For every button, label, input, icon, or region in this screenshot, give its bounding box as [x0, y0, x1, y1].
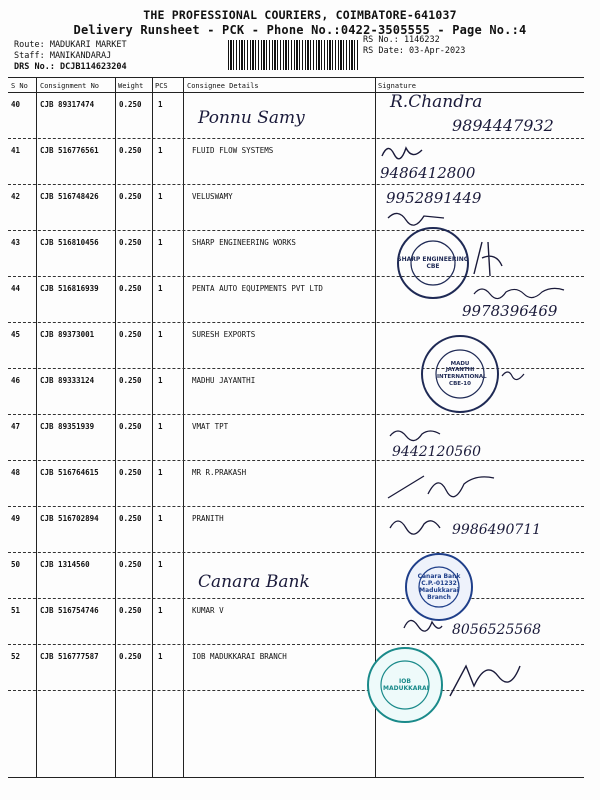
row-sno: 49 — [11, 514, 21, 523]
col-divider — [183, 77, 184, 777]
col-header-consignment: Consignment No — [40, 82, 100, 90]
row-consignment-no: CJB 516748426 — [40, 192, 99, 201]
handwritten-phone: 9952891449 — [386, 189, 482, 207]
col-header-sno: S No — [11, 82, 28, 90]
row-weight: 0.250 — [119, 376, 142, 385]
col-header-pcs: PCS — [155, 82, 168, 90]
row-consignee: MADHU JAYANTHI — [192, 376, 256, 385]
handwritten-phone: 8056525568 — [452, 622, 542, 638]
row-separator — [8, 322, 584, 323]
route-label: Route: MADUKARI MARKET — [14, 40, 127, 50]
row-consignee: KUMAR V — [192, 606, 224, 615]
row-consignment-no: CJB 516764615 — [40, 468, 99, 477]
row-separator — [8, 460, 584, 461]
row-pcs: 1 — [158, 192, 163, 201]
row-weight: 0.250 — [119, 514, 142, 523]
row-weight: 0.250 — [119, 284, 142, 293]
handwritten-signature: R.Chandra — [390, 92, 483, 112]
row-consignment-no: CJB 516816939 — [40, 284, 99, 293]
row-consignee: VELUSWAMY — [192, 192, 233, 201]
row-pcs: 1 — [158, 468, 163, 477]
signature-scribble — [446, 656, 526, 700]
handwritten-phone: 9442120560 — [392, 444, 482, 460]
row-consignment-no: CJB 1314560 — [40, 560, 90, 569]
row-separator — [8, 230, 584, 231]
row-sno: 42 — [11, 192, 21, 201]
row-consignment-no: CJB 89317474 — [40, 100, 95, 109]
col-header-signature: Signature — [378, 82, 416, 90]
row-pcs: 1 — [158, 560, 163, 569]
rs-number: RS No.: 1146232 — [363, 35, 440, 45]
row-consignee: PRANITH — [192, 514, 224, 523]
row-separator — [8, 138, 584, 139]
row-weight: 0.250 — [119, 238, 142, 247]
row-consignee: SHARP ENGINEERING WORKS — [192, 238, 296, 247]
staff-label: Staff: MANIKANDARAJ — [14, 51, 112, 61]
col-header-weight: Weight — [118, 82, 144, 90]
row-consignment-no: CJB 516776561 — [40, 146, 99, 155]
row-weight: 0.250 — [119, 100, 142, 109]
row-pcs: 1 — [158, 652, 163, 661]
row-sno: 45 — [11, 330, 21, 339]
table-bottom-rule — [8, 777, 584, 778]
signature-scribble — [386, 512, 446, 538]
company-title: THE PROFESSIONAL COURIERS, COIMBATORE-641037 — [143, 8, 457, 22]
handwritten-phone: 9486412800 — [380, 164, 476, 182]
row-sno: 44 — [11, 284, 21, 293]
table-header-rule — [8, 92, 584, 93]
row-pcs: 1 — [158, 422, 163, 431]
col-divider — [115, 77, 116, 777]
row-pcs: 1 — [158, 146, 163, 155]
row-pcs: 1 — [158, 330, 163, 339]
row-sno: 48 — [11, 468, 21, 477]
col-header-consignee: Consignee Details — [187, 82, 259, 90]
row-consignee: VMAT TPT — [192, 422, 229, 431]
row-consignee: SURESH EXPORTS — [192, 330, 256, 339]
bank-stamp: Canara Bank C.P.-01232 Madukkarai Branch — [404, 552, 474, 622]
row-sno: 47 — [11, 422, 21, 431]
row-weight: 0.250 — [119, 146, 142, 155]
row-pcs: 1 — [158, 284, 163, 293]
handwritten-consignee: Canara Bank — [198, 572, 310, 592]
row-consignment-no: CJB 516754746 — [40, 606, 99, 615]
company-stamp: MADU JAYANTHI INTERNATIONAL CBE-10 — [420, 334, 500, 414]
runsheet-title: Delivery Runsheet - PCK - Phone No.:0422-3505555 - Page No.:4 — [73, 23, 527, 37]
signature-scribble — [384, 468, 504, 502]
row-sno: 50 — [11, 560, 21, 569]
row-pcs: 1 — [158, 100, 163, 109]
row-consignment-no: CJB 89351939 — [40, 422, 95, 431]
row-weight: 0.250 — [119, 330, 142, 339]
row-consignee: IOB MADUKKARAI BRANCH — [192, 652, 287, 661]
barcode — [228, 40, 360, 70]
handwritten-phone: 9978396469 — [462, 302, 558, 320]
row-consignment-no: CJB 516702894 — [40, 514, 99, 523]
row-pcs: 1 — [158, 376, 163, 385]
row-weight: 0.250 — [119, 192, 142, 201]
row-consignment-no: CJB 516777587 — [40, 652, 99, 661]
handwritten-consignee: Ponnu Samy — [198, 108, 305, 128]
bank-stamp: IOB MADUKKARAI — [366, 646, 444, 724]
row-sno: 46 — [11, 376, 21, 385]
signature-scribble — [468, 236, 508, 280]
row-consignee: MR R.PRAKASH — [192, 468, 247, 477]
row-weight: 0.250 — [119, 560, 142, 569]
row-consignee: PENTA AUTO EQUIPMENTS PVT LTD — [192, 284, 323, 293]
row-weight: 0.250 — [119, 422, 142, 431]
row-separator — [8, 506, 584, 507]
row-consignee: FLUID FLOW SYSTEMS — [192, 146, 274, 155]
row-sno: 51 — [11, 606, 21, 615]
row-weight: 0.250 — [119, 468, 142, 477]
row-weight: 0.250 — [119, 652, 142, 661]
handwritten-phone: 9894447932 — [452, 116, 554, 135]
drs-number: DRS No.: DCJB114623204 — [14, 62, 127, 72]
row-pcs: 1 — [158, 514, 163, 523]
row-sno: 40 — [11, 100, 21, 109]
row-pcs: 1 — [158, 238, 163, 247]
table-top-rule — [8, 77, 584, 78]
signature-scribble — [500, 366, 530, 382]
rs-date: RS Date: 03-Apr-2023 — [363, 46, 466, 56]
row-consignment-no: CJB 89373001 — [40, 330, 95, 339]
row-sno: 41 — [11, 146, 21, 155]
signature-scribble — [386, 424, 446, 444]
row-pcs: 1 — [158, 606, 163, 615]
row-sno: 43 — [11, 238, 21, 247]
row-separator — [8, 598, 584, 599]
col-divider — [36, 77, 37, 777]
signature-scribble — [470, 280, 570, 302]
row-sno: 52 — [11, 652, 21, 661]
row-weight: 0.250 — [119, 606, 142, 615]
handwritten-phone: 9986490711 — [452, 522, 542, 538]
row-separator — [8, 644, 584, 645]
row-separator — [8, 552, 584, 553]
row-separator — [8, 414, 584, 415]
row-consignment-no: CJB 89333124 — [40, 376, 95, 385]
col-divider — [152, 77, 153, 777]
company-stamp: SHARP ENGINEERING CBE — [396, 226, 470, 300]
signature-scribble — [400, 612, 444, 638]
row-separator — [8, 184, 584, 185]
row-consignment-no: CJB 516810456 — [40, 238, 99, 247]
